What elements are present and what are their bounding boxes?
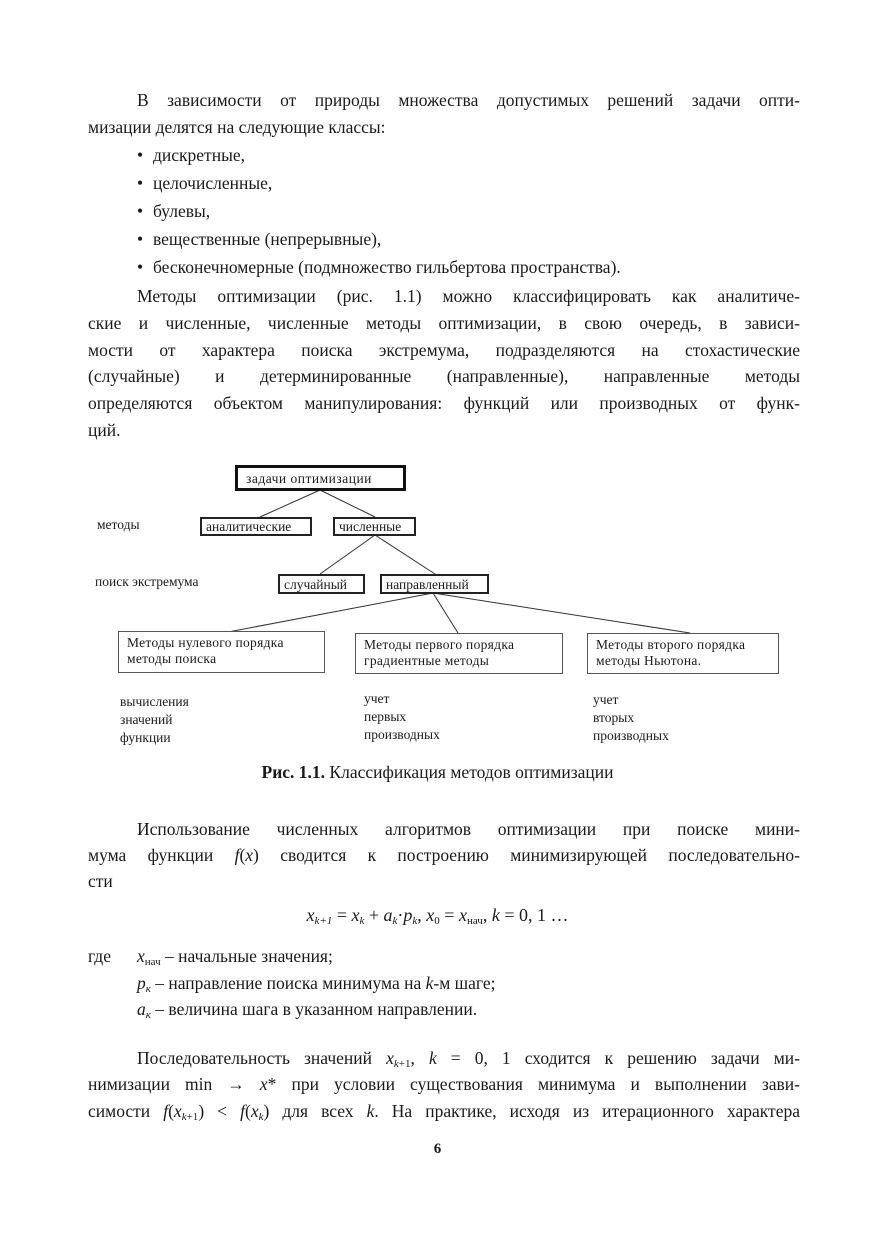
caption-text: Классификация методов оптимизации: [325, 762, 614, 782]
note-line: вычисления: [120, 694, 189, 709]
zero-order-notes: [120, 693, 189, 747]
where-item: $x_{нач}$ – начальные значения;: [137, 946, 333, 968]
paragraph-line: (случайные) и детерминированные (направленные), направленные методы: [88, 366, 800, 386]
paragraph-line: определяются объектом манипулирования: функций или производных от функ-: [88, 393, 800, 413]
text: сводится к построению минимизирующей последовательно-: [280, 845, 800, 865]
text: мума функции: [88, 845, 235, 865]
zero-order-box: [118, 631, 325, 673]
paragraph-line: сти: [88, 871, 113, 891]
note-line: значений: [120, 712, 173, 727]
connector-line: [228, 593, 433, 632]
paragraph-line: симости $f(x_{k+1}) < f(x_k)$ для всех k. На практике, исходя из итерационного характера: [88, 1101, 800, 1123]
note-line: учет: [593, 692, 619, 707]
connector-line: [260, 490, 320, 517]
random-box: случайный: [278, 574, 365, 594]
where-item: $a_к$ – величина шага в указанном направлении.: [137, 999, 478, 1021]
paragraph-line: мости от характера поиска экстремума, подразделяются на стохастические: [88, 340, 800, 360]
note-line: первых: [364, 709, 407, 724]
paragraph-line: мума функции f(x) сводится к построению минимизирующей последовательно-: [88, 845, 800, 865]
box-line: Методы первого порядка: [364, 637, 515, 652]
box-line: методы поиска: [127, 651, 217, 666]
paragraph-line: ций.: [88, 420, 121, 440]
analytic-box: аналитические: [200, 517, 312, 536]
where-label: где: [88, 946, 111, 966]
first-order-notes: [364, 690, 440, 744]
note-line: производных: [593, 728, 669, 743]
box-line: градиентные методы: [364, 653, 490, 668]
second-order-notes: [593, 691, 669, 745]
root-box: задачи оптимизации: [235, 465, 406, 491]
figure-caption: [0, 762, 875, 783]
note-line: производных: [364, 727, 440, 742]
paragraph-line: мизации делятся на следующие классы:: [88, 117, 386, 137]
note-line: вторых: [593, 710, 635, 725]
box-line: методы Ньютона.: [596, 653, 702, 668]
bullet-item: • бесконечномерные (подмножество гильбертова пространства).: [137, 256, 849, 278]
first-order-box: [355, 633, 563, 674]
numeric-box: численные: [333, 517, 416, 536]
where-item: $p_к$ – направление поиска минимума на k-м шаге;: [137, 973, 496, 995]
formula: $x_{k+1} = x_k + a_k\cdot p_k$, $x_0 = x_{нач}$, k = 0, 1 …: [306, 905, 569, 927]
page-number: 6: [433, 1141, 442, 1157]
paragraph-line: ские и численные, численные методы оптимизации, в свою очередь, в зависи-: [88, 313, 800, 333]
note-line: учет: [364, 691, 390, 706]
connector-line: [320, 490, 375, 517]
connector-line: [433, 593, 690, 633]
second-order-box: [587, 633, 779, 674]
connector-line: [320, 535, 375, 574]
paragraph-line: Методы оптимизации (рис. 1.1) можно классифицировать как аналитиче-: [137, 286, 800, 306]
caption-label: Рис. 1.1.: [261, 762, 326, 782]
directed-box: направленный: [380, 574, 489, 594]
row-label-search: поиск экстремума: [95, 574, 199, 589]
bullet-item: • целочисленные,: [137, 172, 849, 194]
box-line: Методы нулевого порядка: [127, 635, 284, 650]
bullet-item: • вещественные (непрерывные),: [137, 228, 849, 250]
bullet-item: • булевы,: [137, 200, 849, 222]
connector-line: [433, 593, 458, 633]
note-line: функции: [120, 730, 171, 745]
connector-line: [375, 535, 435, 574]
bullet-item: • дискретные,: [137, 144, 849, 166]
box-line: Методы второго порядка: [596, 637, 746, 652]
paragraph-line: нимизации min → x* при условии существования минимума и выполнении зави-: [88, 1074, 800, 1094]
paragraph-line: Использование численных алгоритмов оптимизации при поиске мини-: [137, 819, 800, 839]
paragraph-line: В зависимости от природы множества допустимых решений задачи опти-: [137, 90, 800, 110]
row-label-methods: методы: [97, 517, 140, 532]
paragraph-line: Последовательность значений $x_{k+1}$, k = 0, 1 сходится к решению задачи ми-: [137, 1048, 800, 1070]
